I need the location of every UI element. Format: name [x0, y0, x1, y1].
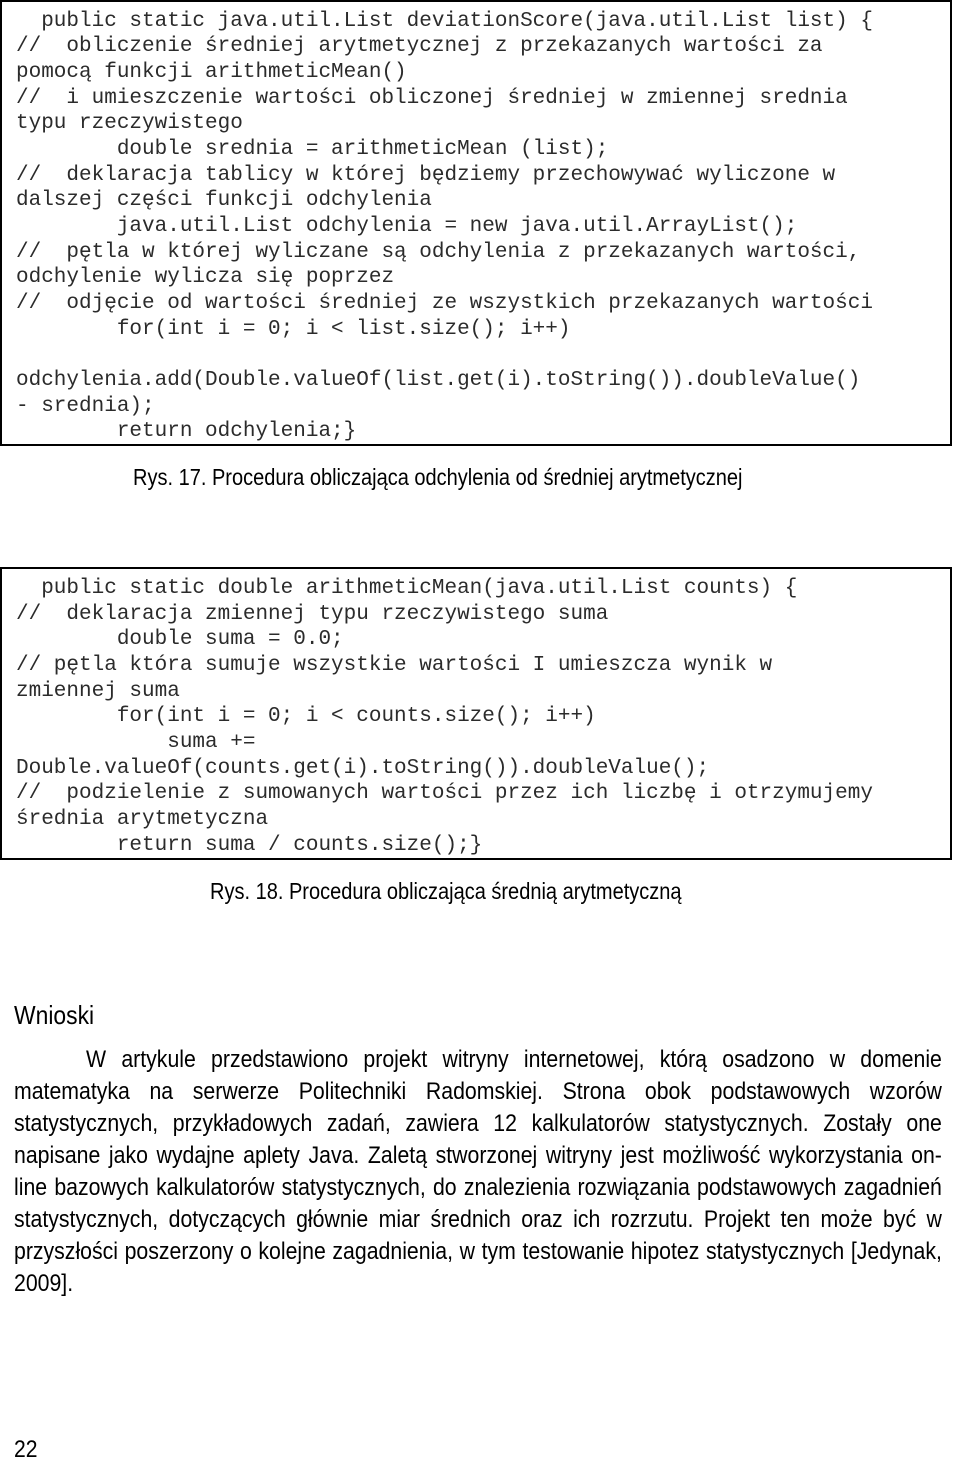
- code-line: return odchylenia;}: [16, 420, 357, 443]
- code-line: // pętla w której wyliczane są odchylenia z przekazanych wartości,: [16, 241, 861, 264]
- code-line: // podzielenie z sumowanych wartości przez ich liczbę i otrzymujemy: [16, 782, 873, 805]
- code-line: odchylenie wylicza się poprzez: [16, 266, 395, 289]
- code-line: zmiennej suma: [16, 680, 180, 703]
- code-line: return suma / counts.size();}: [16, 834, 483, 857]
- code-line: // odjęcie od wartości średniej ze wszystkich przekazanych wartości: [16, 292, 873, 315]
- code-line: pomocą funkcji arithmeticMean(): [16, 61, 407, 84]
- code-line: dalszej części funkcji odchylenia: [16, 189, 432, 212]
- code-line: - srednia);: [16, 395, 155, 418]
- conclusions-paragraph: W artykule przedstawiono projekt witryny internetowej, którą osadzono w domenie matematyka na serwerze Politechniki Radomskiej. Strona obok podstawowych wzorów statystycznych, przykładowych zadań, zawiera 12 kalkulatorów statystycznych. Zostały one napisane jako wydajne aplety Java. Zaletą stworzonej witryny jest możliwość wykorzystania on-line bazowych kalkulatorów statystycznych, do znalezienia rozwiązania podstawowych zagadnień statystycznych, dotyczących głównie miar średnich oraz ich rozrzutu. Projekt ten może być w przyszłości poszerzony o kolejne zagadnienia, w tym testowanie hipotez statystycznych [Jedynak, 2009].: [14, 1046, 942, 1297]
- page-number: 22: [14, 1436, 38, 1463]
- code-listing-deviation-score: [0, 0, 952, 446]
- code-line: public static double arithmeticMean(java.util.List counts) {: [16, 577, 798, 600]
- code-line: for(int i = 0; i < counts.size(); i++): [16, 705, 596, 728]
- code-line: public static java.util.List deviationScore(java.util.List list) {: [16, 10, 873, 33]
- code-line: // obliczenie średniej arytmetycznej z przekazanych wartości za: [16, 35, 823, 58]
- code-line: typu rzeczywistego: [16, 112, 243, 135]
- code-line: Double.valueOf(counts.get(i).toString()).doubleValue();: [16, 757, 710, 780]
- code-line: // deklaracja zmiennej typu rzeczywistego suma: [16, 603, 609, 626]
- code-line: // deklaracja tablicy w której będziemy przechowywać wyliczone w: [16, 164, 836, 187]
- code-line: średnia arytmetyczna: [16, 808, 269, 831]
- code-line: suma +=: [16, 731, 256, 754]
- figure-caption-17: Rys. 17. Procedura obliczająca odchylenia od średniej arytmetycznej: [133, 464, 743, 490]
- code-line: // i umieszczenie wartości obliczonej średniej w zmiennej srednia: [16, 87, 848, 110]
- code-line: odchylenia.add(Double.valueOf(list.get(i).toString()).doubleValue(): [16, 369, 861, 392]
- figure-caption-18: Rys. 18. Procedura obliczająca średnią arytmetyczną: [210, 878, 682, 904]
- code-line: java.util.List odchylenia = new java.util.ArrayList();: [16, 215, 798, 238]
- code-listing-arithmetic-mean: [0, 567, 952, 860]
- code-line: for(int i = 0; i < list.size(); i++): [16, 318, 571, 341]
- code-line: double suma = 0.0;: [16, 628, 344, 651]
- code-line: double srednia = arithmeticMean (list);: [16, 138, 609, 161]
- code-line: // pętla która sumuje wszystkie wartości I umieszcza wynik w: [16, 654, 773, 677]
- section-heading: Wnioski: [14, 1000, 95, 1030]
